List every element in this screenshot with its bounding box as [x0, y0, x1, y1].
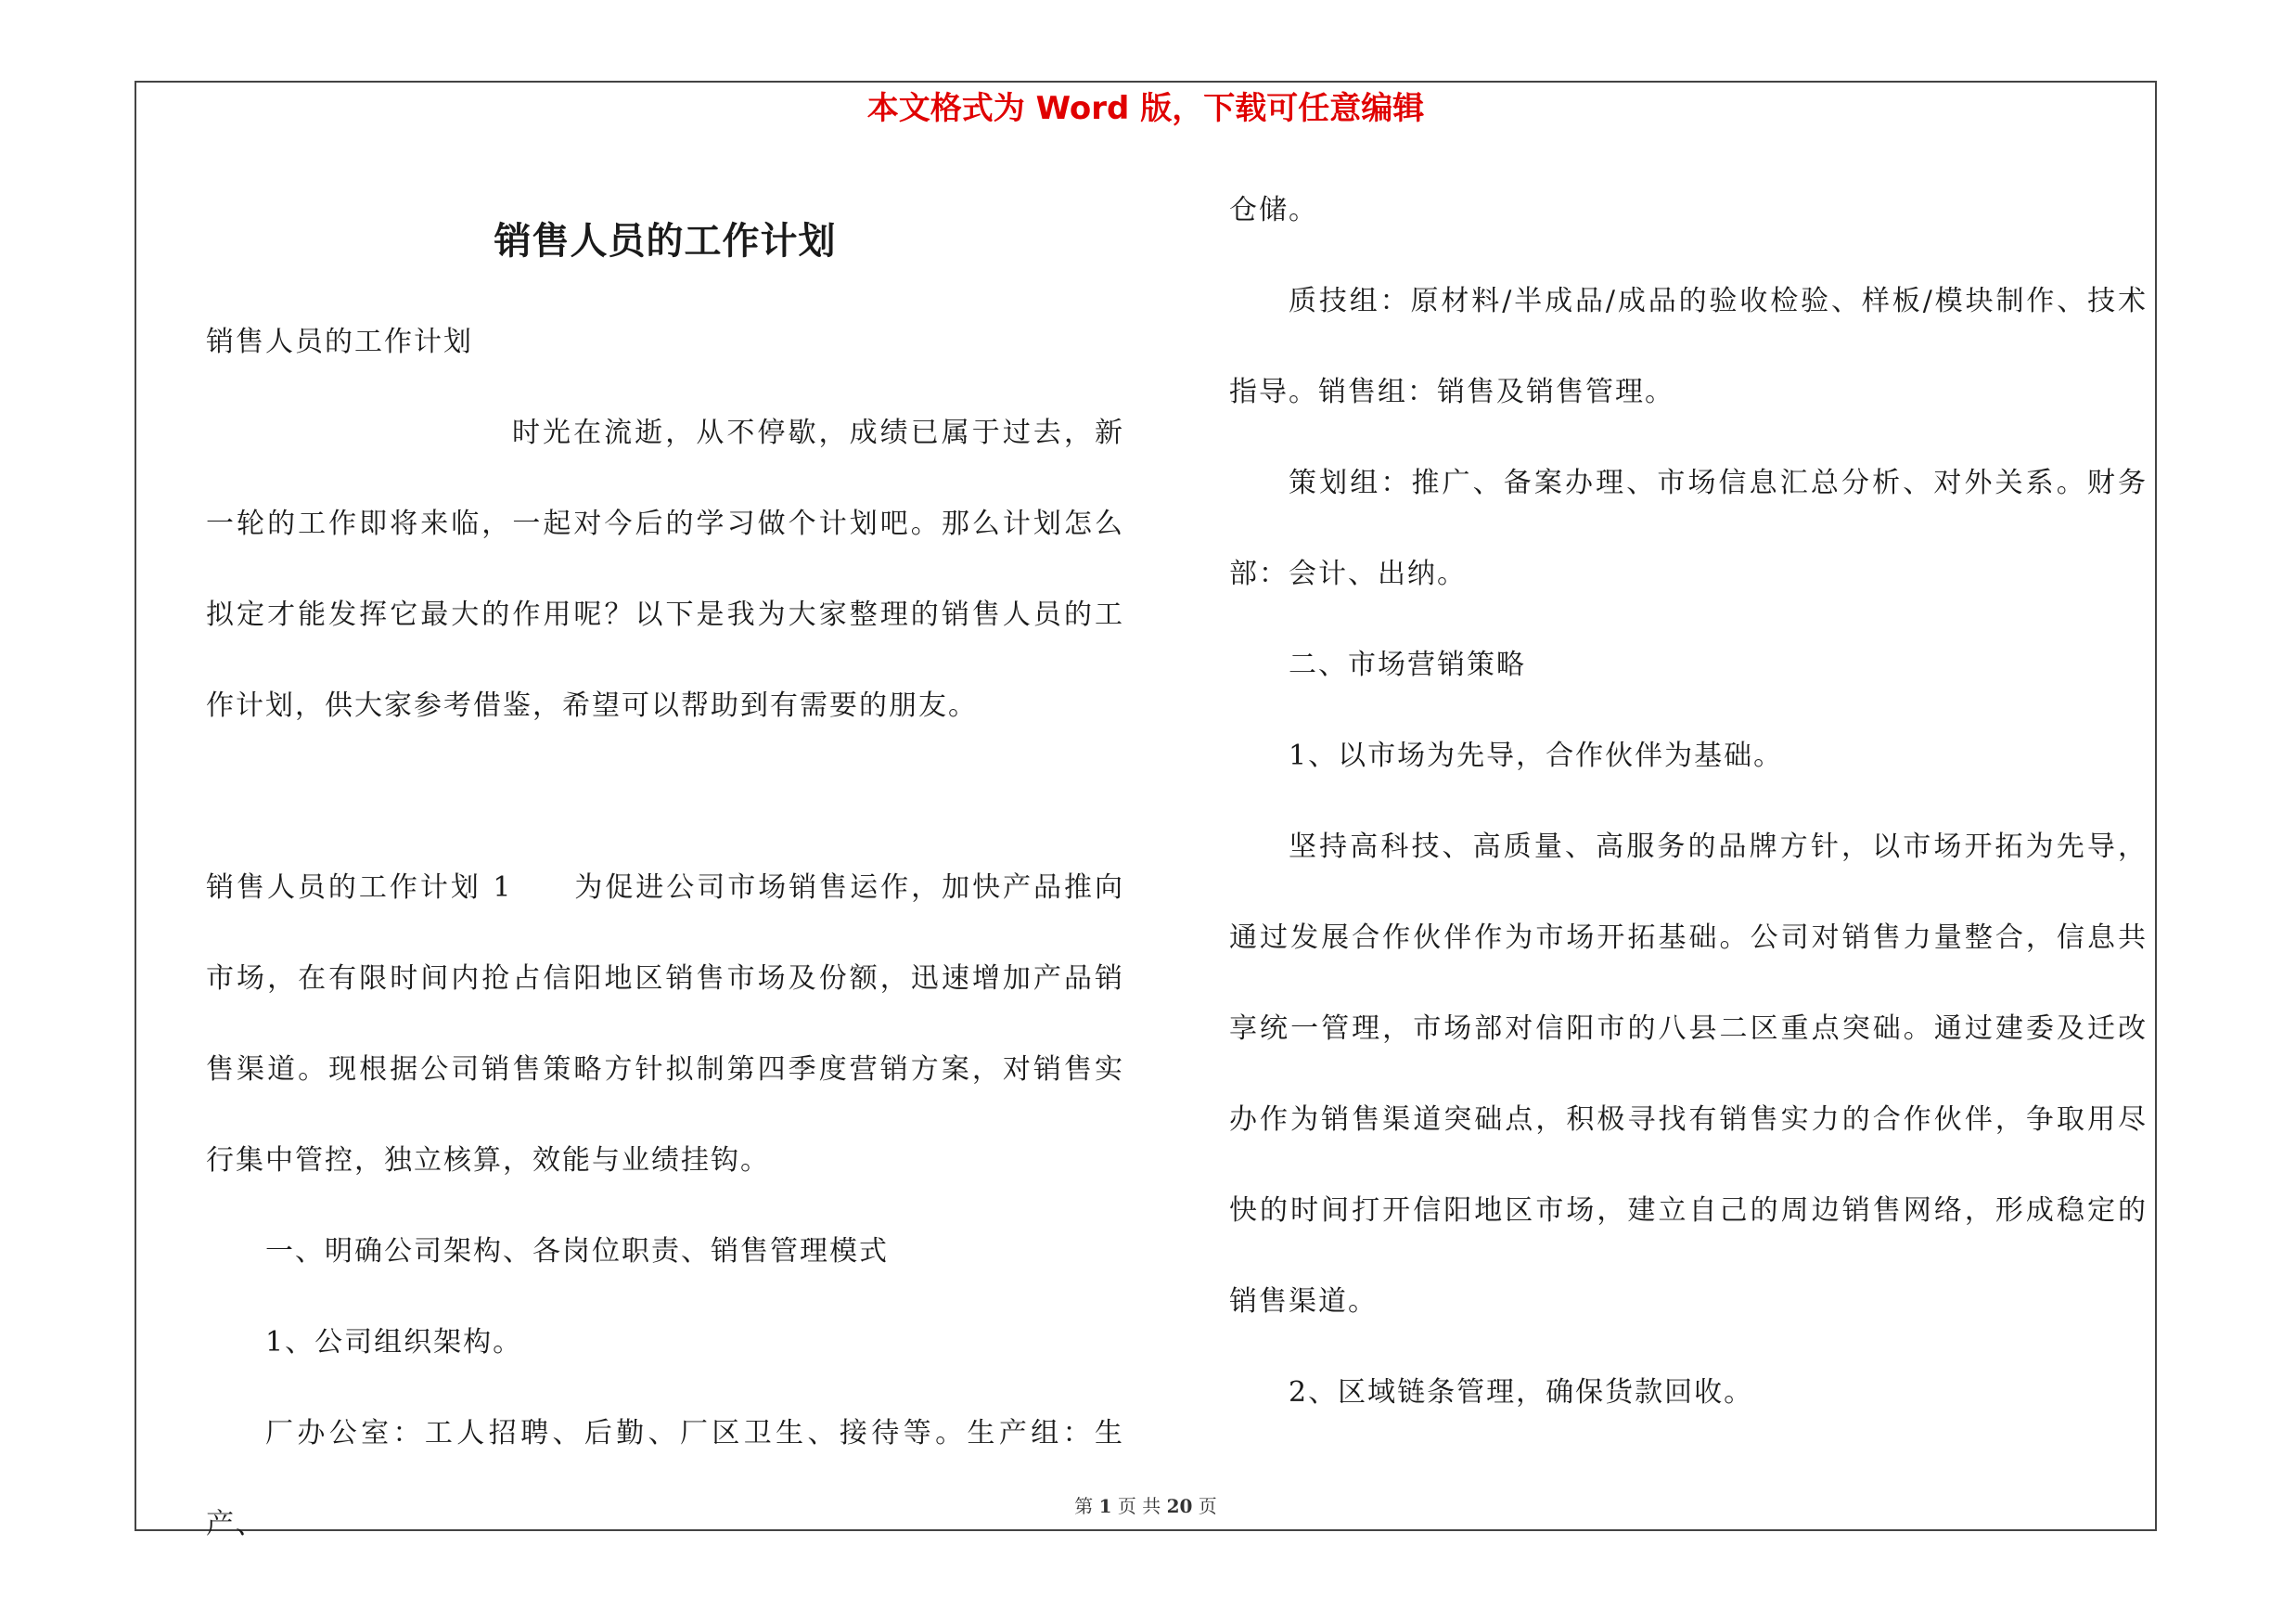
- current-page-number: 1: [1098, 1495, 1112, 1517]
- total-pages-number: 20: [1166, 1495, 1193, 1517]
- subheading-regional-chain: 2、区域链条管理，确保货款回收。: [1289, 1376, 1754, 1409]
- right-column: [1229, 165, 2148, 1438]
- storage-continuation: 仓储。: [1229, 194, 1318, 226]
- footer-middle: 页 共: [1117, 1495, 1161, 1517]
- section-heading-2: 二、市场营销策略: [1289, 649, 1526, 681]
- left-column: [206, 181, 1124, 1570]
- footer-prefix: 第: [1074, 1495, 1094, 1517]
- word-format-banner: 本文格式为 Word 版，下载可任意编辑: [866, 90, 1425, 127]
- strategy-paragraph: 坚持高科技、高质量、高服务的品牌方针，以市场开拓为先导，通过发展合作伙伴作为市场开拓基础。公司对销售力量整合，信息共享统一管理，市场部对信阳市的八县二区重点突础。通过建委及迁改办作为销售渠道突础点，积极寻找有销售实力的合作伙伴，争取用尽快的时间打开信阳地区市场，建立自己的周边销售网络，形成稳定的销售渠道。: [1229, 831, 2148, 1318]
- subtitle-paragraph: 销售人员的工作计划: [206, 326, 473, 358]
- plan-1-paragraph: 销售人员的工作计划 1 为促进公司市场销售运作，加快产品推向市场，在有限时间内抢占信阳地区销售市场及份额，迅速增加产品销售渠道。现根据公司销售策略方针拟制第四季度营销方案，对销售实行集中管控，独立核算，效能与业绩挂钩。: [206, 871, 1124, 1177]
- office-duties-paragraph: 厂办公室：工人招聘、后勤、厂区卫生、接待等。生产组：生产、: [206, 1417, 1124, 1540]
- planning-group-paragraph: 策划组：推广、备案办理、市场信息汇总分析、对外关系。财务部：会计、出纳。: [1229, 467, 2148, 590]
- intro-paragraph: 时光在流逝，从不停歇，成绩已属于过去，新一轮的工作即将来临，一起对今后的学习做个计划吧。那么计划怎么拟定才能发挥它最大的作用呢？以下是我为大家整理的销售人员的工作计划，供大家参考借鉴，希望可以帮助到有需要的朋友。: [206, 417, 1124, 722]
- page-footer: [135, 1492, 2157, 1520]
- section-heading-1: 一、明确公司架构、各岗位职责、销售管理模式: [265, 1235, 889, 1268]
- footer-suffix: 页: [1198, 1495, 1217, 1517]
- document-title: 销售人员的工作计划: [494, 220, 837, 263]
- quality-group-paragraph: 质技组：原材料/半成品/成品的验收检验、样板/模块制作、技术指导。销售组：销售及销售管理。: [1229, 285, 2148, 408]
- subheading-org-structure: 1、公司组织架构。: [265, 1326, 523, 1359]
- paragraph-gap: [206, 752, 1124, 843]
- subheading-market-first: 1、以市场为先导，合作伙伴为基础。: [1289, 740, 1784, 772]
